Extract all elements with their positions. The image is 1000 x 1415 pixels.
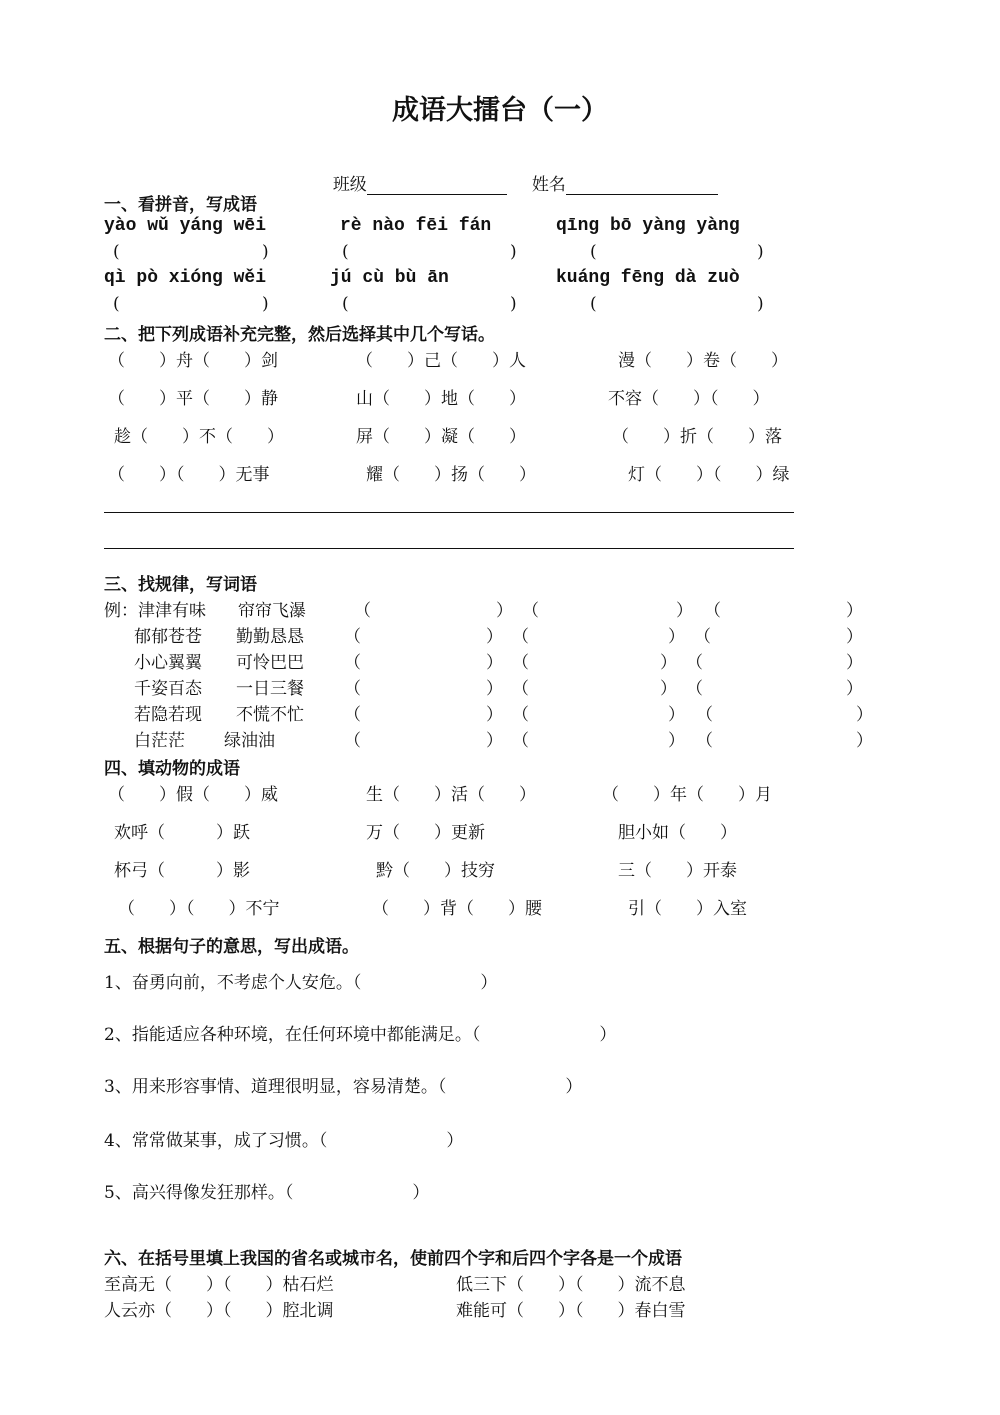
class-label: 班级 <box>332 175 367 195</box>
pattern-word: 绿油油 <box>224 731 275 751</box>
idiom-fill[interactable]: 低三下（ ）（ ）流不息 <box>456 1275 686 1295</box>
idiom-fill[interactable]: 杯弓（ ）影 <box>114 861 250 881</box>
answer-close: ） <box>486 653 503 673</box>
answer-open[interactable]: （ <box>704 601 721 621</box>
pattern-word: 帘帘飞瀑 <box>238 601 306 621</box>
idiom-fill[interactable]: 人云亦（ ）（ ）腔北调 <box>104 1301 334 1321</box>
pattern-word: 例：津津有味 <box>104 601 206 621</box>
idiom-fill[interactable]: 屏（ ）凝（ ） <box>356 427 526 447</box>
answer-open[interactable]: ( <box>342 242 349 262</box>
pinyin-4: qì pò xióng wěi <box>104 268 267 288</box>
idiom-fill[interactable]: 引（ ）入室 <box>628 899 747 919</box>
pattern-word: 若隐若现 <box>134 705 202 725</box>
answer-open[interactable]: （ <box>522 601 539 621</box>
name-blank[interactable] <box>566 176 718 195</box>
question-item[interactable]: 5、高兴得像发狂那样。（ ） <box>104 1183 430 1203</box>
answer-open[interactable]: （ <box>696 731 713 751</box>
idiom-fill[interactable]: 万（ ）更新 <box>366 823 485 843</box>
answer-close: ） <box>856 731 873 751</box>
answer-open[interactable]: （ <box>512 731 529 751</box>
pattern-word: 勤勤恳恳 <box>236 627 304 647</box>
pinyin-5: jú cù bù ān <box>330 268 449 288</box>
pattern-word: 千姿百态 <box>134 679 202 699</box>
answer-open[interactable]: （ <box>512 705 529 725</box>
idiom-fill[interactable]: 耀（ ）扬（ ） <box>366 465 536 485</box>
question-item[interactable]: 1、奋勇向前，不考虑个人安危。（ ） <box>104 973 498 993</box>
idiom-fill[interactable]: （ ）舟（ ）剑 <box>108 351 278 371</box>
idiom-fill[interactable]: （ ）年（ ）月 <box>602 785 772 805</box>
answer-close: ） <box>668 627 685 647</box>
section-6-heading: 六、在括号里填上我国的省名或城市名，使前四个字和后四个字各是一个成语 <box>104 1249 682 1269</box>
idiom-fill[interactable]: 欢呼（ ）跃 <box>114 823 250 843</box>
idiom-fill[interactable]: （ ）假（ ）威 <box>108 785 278 805</box>
answer-close: ) <box>757 242 764 262</box>
name-field[interactable] <box>521 150 718 195</box>
answer-open[interactable]: （ <box>344 653 361 673</box>
pinyin-6: kuáng fēng dà zuò <box>556 268 740 288</box>
answer-open[interactable]: （ <box>512 679 529 699</box>
answer-open[interactable]: （ <box>512 653 529 673</box>
answer-open[interactable]: （ <box>354 601 371 621</box>
section-2-heading: 二、把下列成语补充完整，然后选择其中几个写话。 <box>104 325 495 345</box>
section-1-heading: 一、看拼音，写成语 <box>104 195 257 215</box>
page-title: 成语大擂台（一） <box>392 95 608 126</box>
answer-open[interactable]: （ <box>344 679 361 699</box>
answer-open[interactable]: （ <box>344 705 361 725</box>
answer-close: ） <box>486 705 503 725</box>
pinyin-1: yào wǔ yáng wēi <box>104 216 267 236</box>
answer-open[interactable]: （ <box>344 627 361 647</box>
answer-open[interactable]: （ <box>344 731 361 751</box>
idiom-fill[interactable]: 胆小如（ ） <box>618 823 737 843</box>
idiom-fill[interactable]: （ ）背（ ）腰 <box>372 899 542 919</box>
idiom-fill[interactable]: 山（ ）地（ ） <box>356 389 526 409</box>
idiom-fill[interactable]: （ ）己（ ）人 <box>356 351 526 371</box>
answer-open[interactable]: （ <box>696 705 713 725</box>
idiom-fill[interactable]: 生（ ）活（ ） <box>366 785 536 805</box>
name-label: 姓名 <box>531 175 566 195</box>
idiom-fill[interactable]: （ ）（ ）不宁 <box>118 899 280 919</box>
answer-close: ） <box>486 679 503 699</box>
idiom-fill[interactable]: 黔（ ）技穷 <box>376 861 495 881</box>
answer-close: ） <box>846 601 863 621</box>
idiom-fill[interactable]: （ ）平（ ）静 <box>108 389 278 409</box>
answer-close: ) <box>510 294 517 314</box>
answer-close: ） <box>676 601 693 621</box>
answer-open[interactable]: （ <box>686 653 703 673</box>
answer-close: ） <box>846 653 863 673</box>
answer-close: ） <box>668 705 685 725</box>
answer-open[interactable]: ( <box>113 242 120 262</box>
answer-close: ） <box>496 601 513 621</box>
answer-close: ） <box>668 731 685 751</box>
idiom-fill[interactable]: 难能可（ ）（ ）春白雪 <box>456 1301 686 1321</box>
idiom-fill[interactable]: 漫（ ）卷（ ） <box>618 351 788 371</box>
answer-close: ） <box>846 627 863 647</box>
pinyin-3: qīng bō yàng yàng <box>556 216 740 236</box>
writing-line[interactable] <box>104 548 794 549</box>
question-item[interactable]: 2、指能适应各种环境，在任何环境中都能满足。（ ） <box>104 1025 617 1045</box>
answer-close: ) <box>262 242 269 262</box>
answer-open[interactable]: ( <box>113 294 120 314</box>
idiom-fill[interactable]: 趁（ ）不（ ） <box>114 427 284 447</box>
pinyin-2: rè nào fēi fán <box>340 216 492 236</box>
idiom-fill[interactable]: 不容（ ）（ ） <box>608 389 770 409</box>
class-field[interactable] <box>322 150 507 195</box>
answer-open[interactable]: ( <box>342 294 349 314</box>
pattern-word: 白茫茫 <box>134 731 185 751</box>
answer-open[interactable]: ( <box>590 242 597 262</box>
answer-close: ） <box>486 627 503 647</box>
idiom-fill[interactable]: 灯（ ）（ ）绿 <box>628 465 790 485</box>
idiom-fill[interactable]: 三（ ）开泰 <box>618 861 737 881</box>
answer-close: ） <box>660 653 677 673</box>
answer-close: ) <box>510 242 517 262</box>
answer-open[interactable]: （ <box>694 627 711 647</box>
pattern-word: 不慌不忙 <box>236 705 304 725</box>
answer-close: ） <box>856 705 873 725</box>
pattern-word: 郁郁苍苍 <box>134 627 202 647</box>
idiom-fill[interactable]: （ ）（ ）无事 <box>108 465 270 485</box>
question-item[interactable]: 3、用来形容事情、道理很明显，容易清楚。（ ） <box>104 1077 583 1097</box>
answer-close: ） <box>660 679 677 699</box>
answer-close: ) <box>262 294 269 314</box>
answer-close: ） <box>846 679 863 699</box>
pattern-word: 小心翼翼 <box>134 653 202 673</box>
idiom-fill[interactable]: （ ）折（ ）落 <box>612 427 782 447</box>
writing-line[interactable] <box>104 512 794 513</box>
answer-close: ） <box>486 731 503 751</box>
pattern-word: 一日三餐 <box>236 679 304 699</box>
section-4-heading: 四、填动物的成语 <box>104 759 240 779</box>
class-blank[interactable] <box>367 176 507 195</box>
answer-open[interactable]: （ <box>512 627 529 647</box>
question-item[interactable]: 4、常常做某事，成了习惯。（ ） <box>104 1131 464 1151</box>
section-5-heading: 五、根据句子的意思，写出成语。 <box>104 937 359 957</box>
answer-open[interactable]: （ <box>686 679 703 699</box>
section-3-heading: 三、找规律，写词语 <box>104 575 257 595</box>
answer-open[interactable]: ( <box>590 294 597 314</box>
pattern-word: 可怜巴巴 <box>236 653 304 673</box>
answer-close: ) <box>757 294 764 314</box>
idiom-fill[interactable]: 至高无（ ）（ ）枯石烂 <box>104 1275 334 1295</box>
